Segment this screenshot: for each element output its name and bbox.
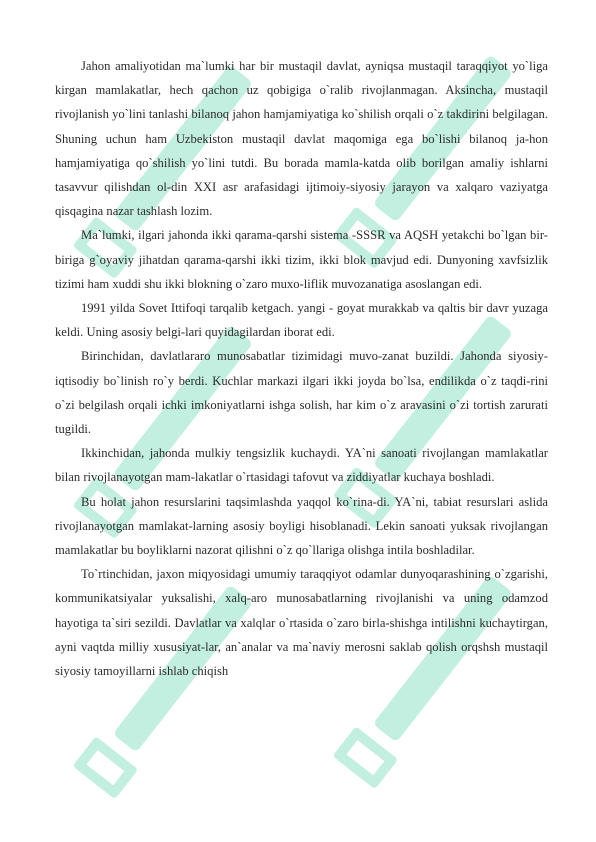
paragraph: Ma`lumki, ilgari jahonda ikki qarama-qarshi sistema -SSSR va AQSH yetakchi bo`lgan bir-biriga g`oyaviy jihatdan qarama-qarshi ikki tizim, ikki blok mavjud edi. Dunyoning xavfsizlik tizimi ham xuddi shu ikki blokning o`zaro muxo-liflik muvozanatiga asoslangan edi.	[55, 228, 548, 291]
paragraph: Birinchidan, davlatlararo munosabatlar tizimidagi muvo-zanat buzildi. Jahonda siyosiy-iqtisodiy bo`linish ro`y berdi. Kuchlar markazi ilgari ikki joyda bo`lsa, endilikda o`z taqdi-rini o`zi belgilash orqali ichki imkoniyatlarni ishga solish, har kim o`z aravasini o`zi tortish zarurati tugildi.	[55, 349, 548, 437]
paragraph: Jahon amaliyotidan ma`lumki har bir mustaqil davlat, ayniqsa mustaqil taraqqiyot yo`liga kirgan mamlakatlar, hech qachon uz qobigiga o`ralib rivojlanmagan. Aksincha, mustaqil rivojlanish yo`lini tanlashi bilanoq jahon hamjamiyatiga ko`shilish orqali o`z takdirini belgilagan. Shuning uchun ham Uzbekiston mustaqil davlat maqomiga ega bo`lishi bilanoq ja-hon hamjamiyatiga qo`shilish yo`lini tutdi. Bu borada mamla-katda olib borilgan amaliy ishlarni tasavvur qilishdan ol-din XXI asr arafasidagi ijtimoiy-siyosiy jarayon va xalqaro vaziyatga qisqagina nazar tashlash lozim.	[55, 59, 548, 219]
paragraph: Ikkinchidan, jahonda mulkiy tengsizlik kuchaydi. YA`ni sanoati rivojlangan mamlakatlar bilan rivojlanayotgan mam-lakatlar o`rtasidagi tafovut va ziddiyatlar kuchaya boshladi.	[55, 446, 548, 485]
document-body	[55, 54, 548, 683]
paragraph: Bu holat jahon resurslarini taqsimlashda yaqqol ko`rina-di. YA`ni, tabiat resurslari aslida rivojlanayotgan mamlakat-larning asosiy boyligi hisoblanadi. Lekin sanoati yuksak rivojlangan mamlakatlar bu boyliklarni nazorat qilishni o`z qo`llariga olishga intila boshladilar.	[55, 494, 548, 558]
paragraph: To`rtinchidan, jaxon miqyosidagi umumiy taraqqiyot odamlar dunyoqarashining o`zgarishi, kommunikatsiyalar yuksalishi, xalq-aro munosabatlarning rivojlanishi va uning odamzod hayotiga ta`siri sezildi. Davlatlar va xalqlar o`rtasida o`zaro birla-shishga intilishni kuchaytirgan, ayni vaqtda milliy xususiyat-lar, an`analar va ma`naviy merosni saklab qolish orqshsh mustaqil siyosiy tamoyillarni ishlab chiqish	[55, 567, 548, 679]
paragraph: 1991 yilda Sovet Ittifoqi tarqalib ketgach. yangi - goyat murakkab va qaltis bir davr yuzaga keldi. Uning asosiy belgi-lari quyidagilardan iborat edi.	[55, 301, 548, 340]
